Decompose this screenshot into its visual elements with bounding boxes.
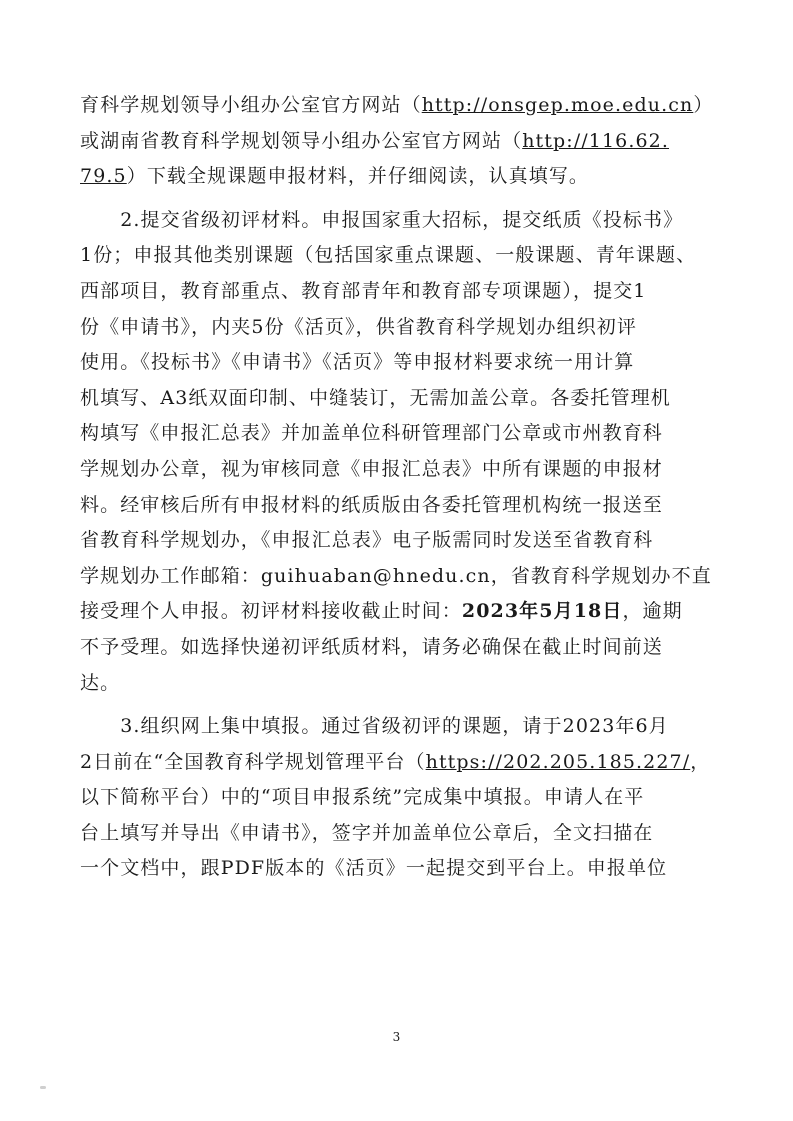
text-segment: ）下载全规课题申报材料，并仔细阅读，认真填写。 [126, 165, 590, 188]
text-line: 机填写、A3纸双面印制、中缝装订，无需加盖公章。各委托管理机 [80, 386, 671, 409]
paragraph-gap [80, 195, 714, 203]
paragraph-gap [80, 701, 714, 709]
text-segment: 接受理个人申报。初评材料接收截止时间： [80, 600, 462, 623]
deadline-date: 2023年5月18日 [461, 600, 623, 623]
text-segment: ， [690, 750, 711, 773]
text-line [80, 594, 714, 630]
scan-speck [40, 1086, 46, 1089]
text-line: 西部项目，教育部重点、教育部青年和教育部专项课题），提交1 [80, 279, 647, 302]
text-line [80, 745, 714, 781]
text-line: 学规划办公章，视为审核同意《申报汇总表》中所有课题的申报材 [80, 457, 663, 480]
text-segment: 或湖南省教育科学规划领导小组办公室官方网站（ [80, 129, 523, 152]
text-line [80, 88, 714, 124]
page-number: 3 [392, 1030, 401, 1044]
url-link[interactable]: 79.5 [80, 165, 127, 188]
text-line: 学规划办工作邮箱：guihuaban@hnedu.cn，省教育科学规划办不直 [80, 564, 712, 587]
text-line [80, 159, 714, 195]
text-segment: 2日前在“全国教育科学规划管理平台（ [80, 750, 426, 773]
document-body [80, 88, 714, 887]
url-link[interactable]: http://116.62. [522, 129, 669, 152]
text-segment: ，逾期 [622, 600, 683, 623]
url-link[interactable]: https://202.205.185.227/ [425, 750, 691, 773]
text-segment: ） [693, 94, 714, 116]
text-segment: 育科学规划领导小组办公室官方网站（ [80, 94, 422, 116]
text-line: 省教育科学规划办，《申报汇总表》电子版需同时发送至省教育科 [80, 529, 654, 552]
text-line: 以下简称平台）中的“项目申报系统”完成集中填报。申请人在平 [80, 786, 645, 809]
text-line: 份《申请书》，内夹5份《活页》，供省教育科学规划办组织初评 [80, 315, 637, 338]
text-line: 使用。《投标书》《申请书》《活页》等申报材料要求统一用计算 [80, 351, 635, 374]
text-line: 1份；申报其他类别课题（包括国家重点课题、一般课题、青年课题、 [80, 244, 697, 267]
text-line: 不予受理。如选择快递初评纸质材料，请务必确保在截止时间前送 [80, 635, 663, 658]
text-line: 一个文档中，跟PDF版本的《活页》一起提交到平台上。申报单位 [80, 857, 668, 880]
text-line: 构填写《申报汇总表》并加盖单位科研管理部门公章或市州教育科 [80, 422, 663, 445]
text-line: 达。 [80, 671, 121, 694]
text-line: 3.组织网上集中填报。通过省级初评的课题，请于2023年6月 [80, 715, 669, 738]
text-line: 2.提交省级初评材料。申报国家重大招标，提交纸质《投标书》 [80, 208, 684, 231]
text-line: 台上填写并导出《申请书》，签字并加盖单位公章后，全文扫描在 [80, 821, 654, 844]
text-line [80, 124, 714, 160]
url-link[interactable]: http://onsgep.moe.edu.cn [421, 94, 694, 116]
text-line: 料。经审核后所有申报材料的纸质版由各委托管理机构统一报送至 [80, 493, 663, 516]
